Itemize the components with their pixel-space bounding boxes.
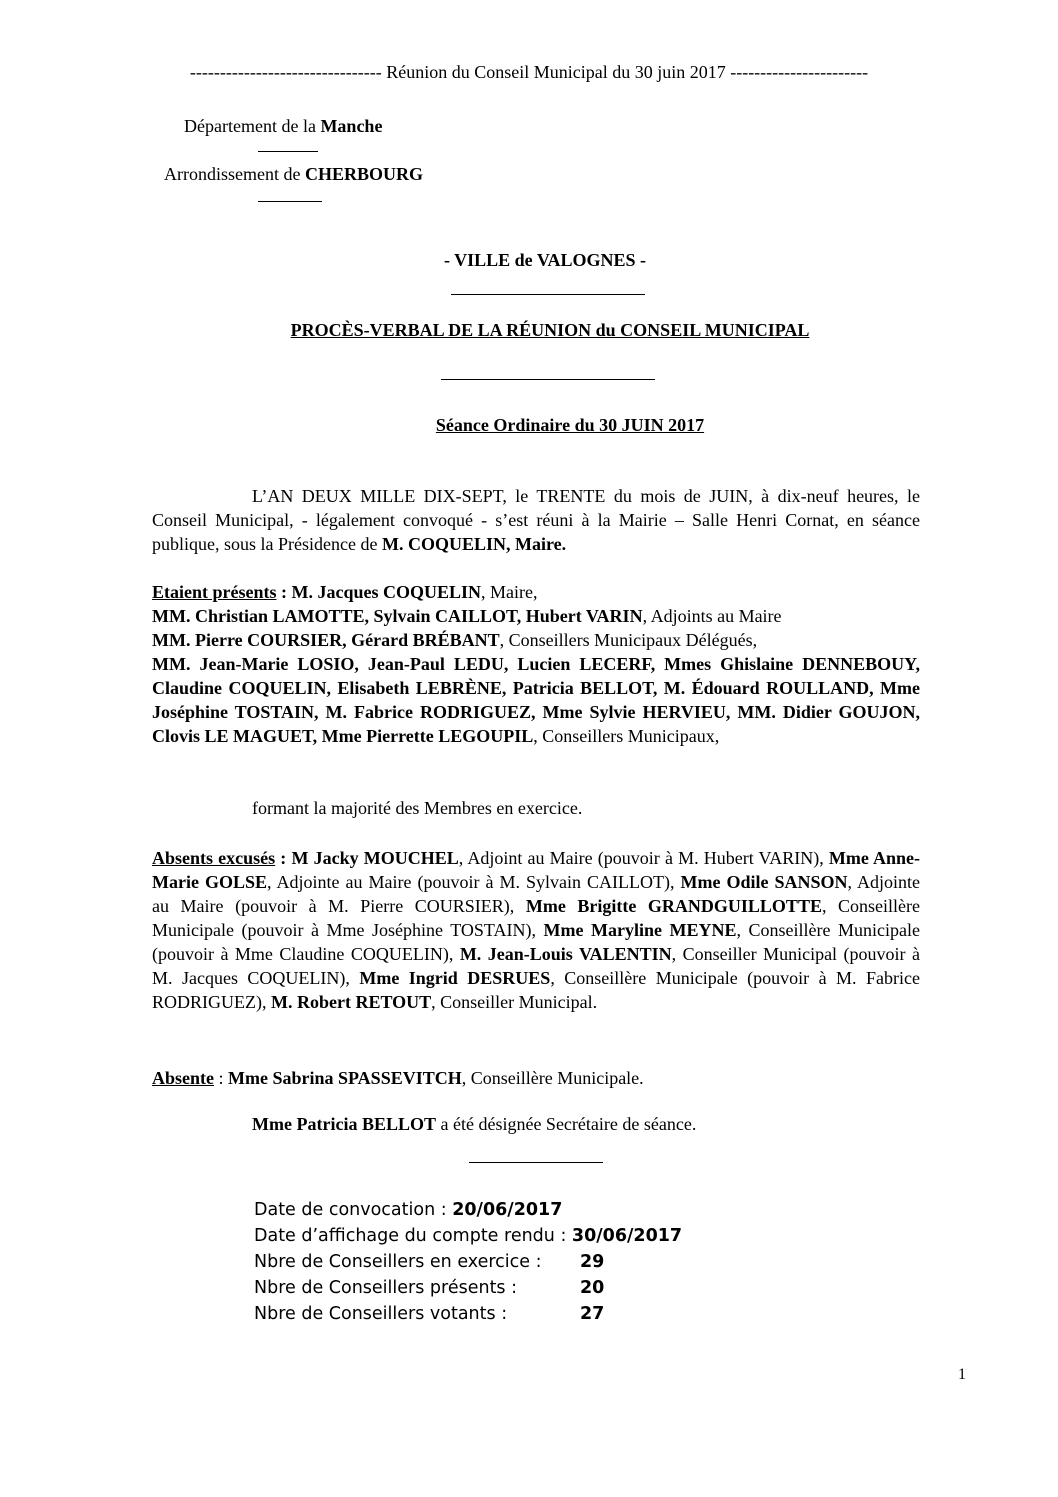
department-name: Manche [320,116,383,136]
present-list [152,582,920,746]
stat-value: 27 [580,1304,605,1324]
excused-list [152,848,920,1012]
intro-paragraph [152,484,920,556]
text-segment: , Maire, [481,582,538,602]
intro-text: L’AN DEUX MILLE DIX-SEPT, le TRENTE du mois de JUIN, à dix-neuf heures, le Conseil Municipal, - légalement convoqué - s’est réuni à la Mairie – Salle Henri Cornat, en séance publique, sous la Présidence de [152,486,920,554]
text-segment: Mme Sabrina SPASSEVITCH [228,1068,462,1088]
session-title: Séance Ordinaire du 30 JUIN 2017 [435,415,705,435]
stat-row [254,1200,562,1220]
text-segment: , Conseillers Municipaux, [533,726,720,746]
text-segment: , Conseillers Municipaux Délégués, [499,630,758,650]
absent-list [214,1068,644,1088]
text-segment: M. Robert RETOUT [271,992,432,1012]
arrondissement-prefix: Arrondissement de [164,164,305,184]
text-segment: : M. Jacques COQUELIN [276,582,482,602]
stat-label: Date d’affichage du compte rendu : [254,1226,572,1246]
stat-row [254,1226,682,1246]
page-header: -------------------------------- Réunion du Conseil Municipal du 30 juin 2017 ----------------------- [189,62,869,82]
stat-row [254,1304,605,1324]
arrondissement-name: CHERBOURG [304,164,423,184]
text-segment: , Conseiller Municipal (pouvoir à M. Jacques COQUELIN), [152,944,920,988]
text-segment: , Adjoints au Maire [642,606,782,626]
text-segment: : [214,1068,229,1088]
stat-label: Nbre de Conseillers en exercice : [254,1252,542,1272]
absent-paragraph [152,1066,920,1090]
president-name: M. COQUELIN, Maire. [381,534,567,554]
text-segment: MM. Christian LAMOTTE, Sylvain CAILLOT, Hubert VARIN [152,606,643,626]
text-segment: Mme Anne-Marie GOLSE [152,848,920,892]
stat-label: Nbre de Conseillers présents : [254,1278,518,1298]
divider [258,201,322,202]
secretary-name: Mme Patricia BELLOT [252,1114,436,1134]
text-segment: M. Jean-Louis VALENTIN [459,944,672,964]
text-segment: Mme Odile SANSON [680,872,848,892]
stat-row [254,1278,605,1298]
text-segment: MM. Pierre COURSIER, Gérard BRÉBANT [152,630,500,650]
present-paragraph [152,580,920,748]
absent-label: Absente [152,1068,214,1088]
text-segment: , Conseillère Municipale. [461,1068,644,1088]
text-segment: , Adjointe au Maire (pouvoir à M. Sylvain CAILLOT), [267,872,681,892]
divider [258,151,318,152]
text-segment: , Conseiller Municipal. [431,992,598,1012]
stat-value: 20/06/2017 [452,1200,563,1220]
arrondissement-line [164,164,423,185]
department-prefix: Département de la [184,116,321,136]
stat-row [254,1252,605,1272]
present-label: Etaient présents [152,582,277,602]
department-line [184,116,382,137]
text-segment: , Conseillère Municipale (pouvoir à Mme Joséphine TOSTAIN), [152,896,921,940]
text-segment: Mme Brigitte GRANDGUILLOTTE [525,896,822,916]
excused-label: Absents excusés [152,848,276,868]
city-title: - VILLE de VALOGNES - [443,250,647,270]
text-segment: Mme Ingrid DESRUES [359,968,551,988]
secretary-text: a été désignée Secrétaire de séance. [435,1114,697,1134]
divider [441,379,655,380]
document-title: PROCÈS-VERBAL DE LA RÉUNION du CONSEIL MUNICIPAL [290,320,810,340]
text-segment: : M Jacky MOUCHEL [275,848,459,868]
majority-text: formant la majorité des Membres en exercice. [252,798,583,818]
stat-label: Date de convocation : [254,1200,453,1220]
stat-label: Nbre de Conseillers votants : [254,1304,508,1324]
text-segment: , Adjoint au Maire (pouvoir à M. Hubert VARIN), [458,848,829,868]
stat-value: 29 [580,1252,605,1272]
text-segment: MM. Jean-Marie LOSIO, Jean-Paul LEDU, Lucien LECERF, Mmes Ghislaine DENNEBOUY, Claudine COQUELIN, Elisabeth LEBRÈNE, Patricia BELLOT, M. Édouard ROULLAND, Mme Joséphine TOSTAIN, M. Fabrice RODRIGUEZ, Mme Sylvie HERVIEU, MM. Didier GOUJON, Clovis LE MAGUET, Mme Pierrette LEGOUPIL [152,654,920,746]
divider [451,294,645,295]
text-segment: , Conseillère Municipale (pouvoir à Mme Claudine COQUELIN), [152,920,921,964]
page-number: 1 [958,1366,966,1383]
majority-paragraph [152,796,920,820]
stat-value: 30/06/2017 [571,1226,683,1246]
text-segment: , Conseillère Municipale (pouvoir à M. Fabrice RODRIGUEZ), [152,968,920,1012]
text-segment: , Adjointe au Maire (pouvoir à M. Pierre COURSIER), [152,872,921,916]
excused-paragraph [152,846,920,1014]
divider [469,1162,603,1163]
stat-value: 20 [580,1278,605,1298]
text-segment: Mme Maryline MEYNE [543,920,737,940]
secretary-paragraph [152,1112,920,1136]
